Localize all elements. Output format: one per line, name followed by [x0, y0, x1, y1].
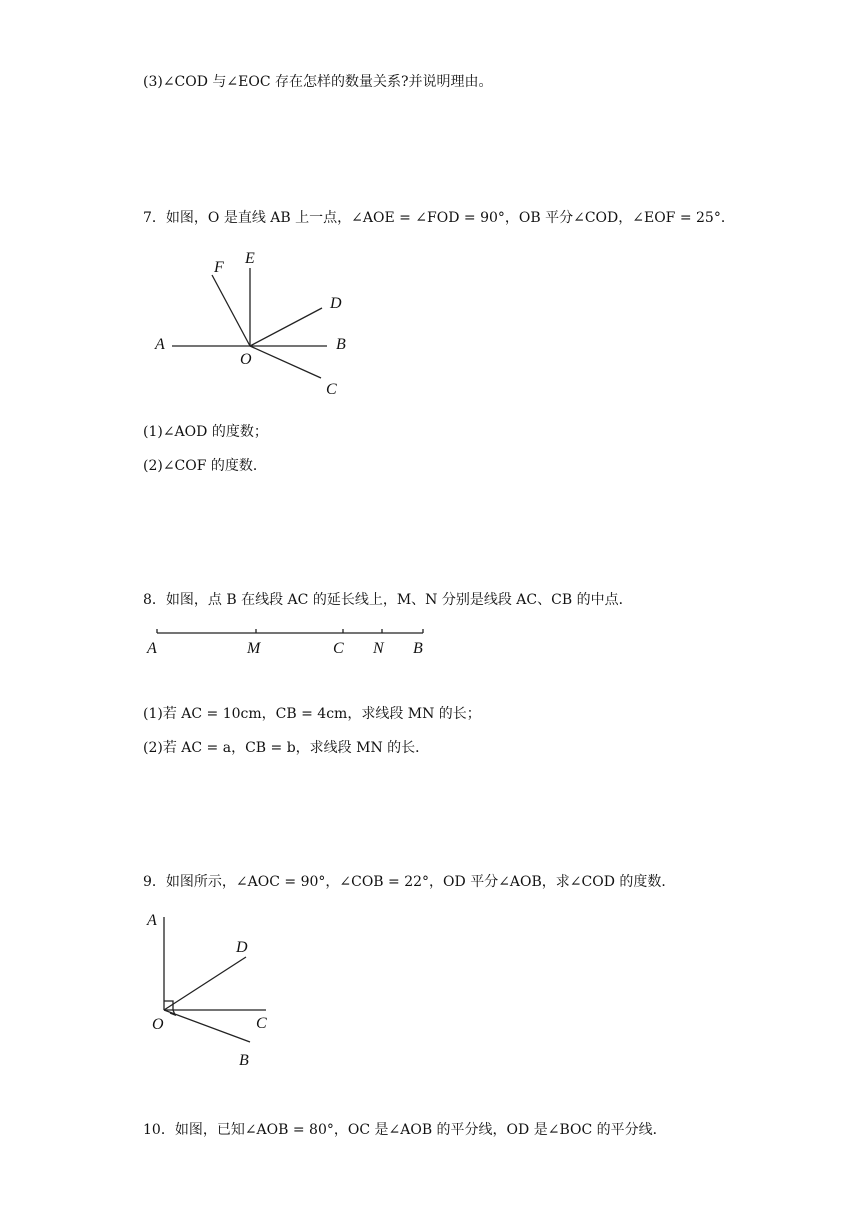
q9-label-b: B [239, 1052, 249, 1069]
q9-ray-od [164, 957, 246, 1010]
q8-subquestion-1: (1)若 AC = 10cm，CB = 4cm，求线段 MN 的长； [143, 706, 481, 722]
q7-label-e: E [245, 250, 255, 267]
q7-label-d: D [330, 295, 342, 312]
q7-stem: 7．如图，O 是直线 AB 上一点，∠AOE = ∠FOD = 90°，OB 平分∠COD，∠EOF = 25°． [143, 210, 735, 226]
q8-label-c: C [333, 640, 344, 657]
q7-figure [140, 240, 380, 405]
q7-label-o: O [240, 351, 252, 368]
q9-label-c: C [256, 1015, 267, 1032]
q9-label-a: A [147, 912, 157, 929]
q6-subquestion-3: (3)∠COD 与∠EOC 存在怎样的数量关系?并说明理由。 [143, 74, 493, 90]
q9-stem: 9．如图所示，∠AOC = 90°，∠COB = 22°，OD 平分∠AOB，求∠COD 的度数． [143, 874, 676, 890]
q8-label-n: N [373, 640, 384, 657]
q7-subquestion-2: (2)∠COF 的度数． [143, 458, 267, 474]
q8-label-m: M [247, 640, 261, 657]
q9-label-o: O [152, 1016, 164, 1033]
q8-figure [140, 620, 440, 665]
q8-subquestion-2: (2)若 AC = a，CB = b，求线段 MN 的长． [143, 740, 430, 756]
q8-label-b: B [413, 640, 423, 657]
q9-ray-ob [164, 1010, 250, 1042]
q7-ray-oc [250, 346, 321, 378]
q7-ray-of [212, 275, 250, 346]
q9-label-d: D [236, 939, 248, 956]
q10-stem: 10．如图，已知∠AOB = 80°，OC 是∠AOB 的平分线，OD 是∠BOC 的平分线． [143, 1122, 667, 1138]
q7-label-a: A [155, 336, 165, 353]
q8-label-a: A [147, 640, 157, 657]
q7-label-b: B [336, 336, 346, 353]
q7-ray-od [250, 308, 322, 346]
q8-stem: 8．如图，点 B 在线段 AC 的延长线上，M、N 分别是线段 AC、CB 的中点． [143, 592, 633, 608]
q9-figure [140, 905, 300, 1075]
q7-subquestion-1: (1)∠AOD 的度数； [143, 424, 268, 440]
q7-label-f: F [214, 259, 224, 276]
q7-label-c: C [326, 381, 337, 398]
